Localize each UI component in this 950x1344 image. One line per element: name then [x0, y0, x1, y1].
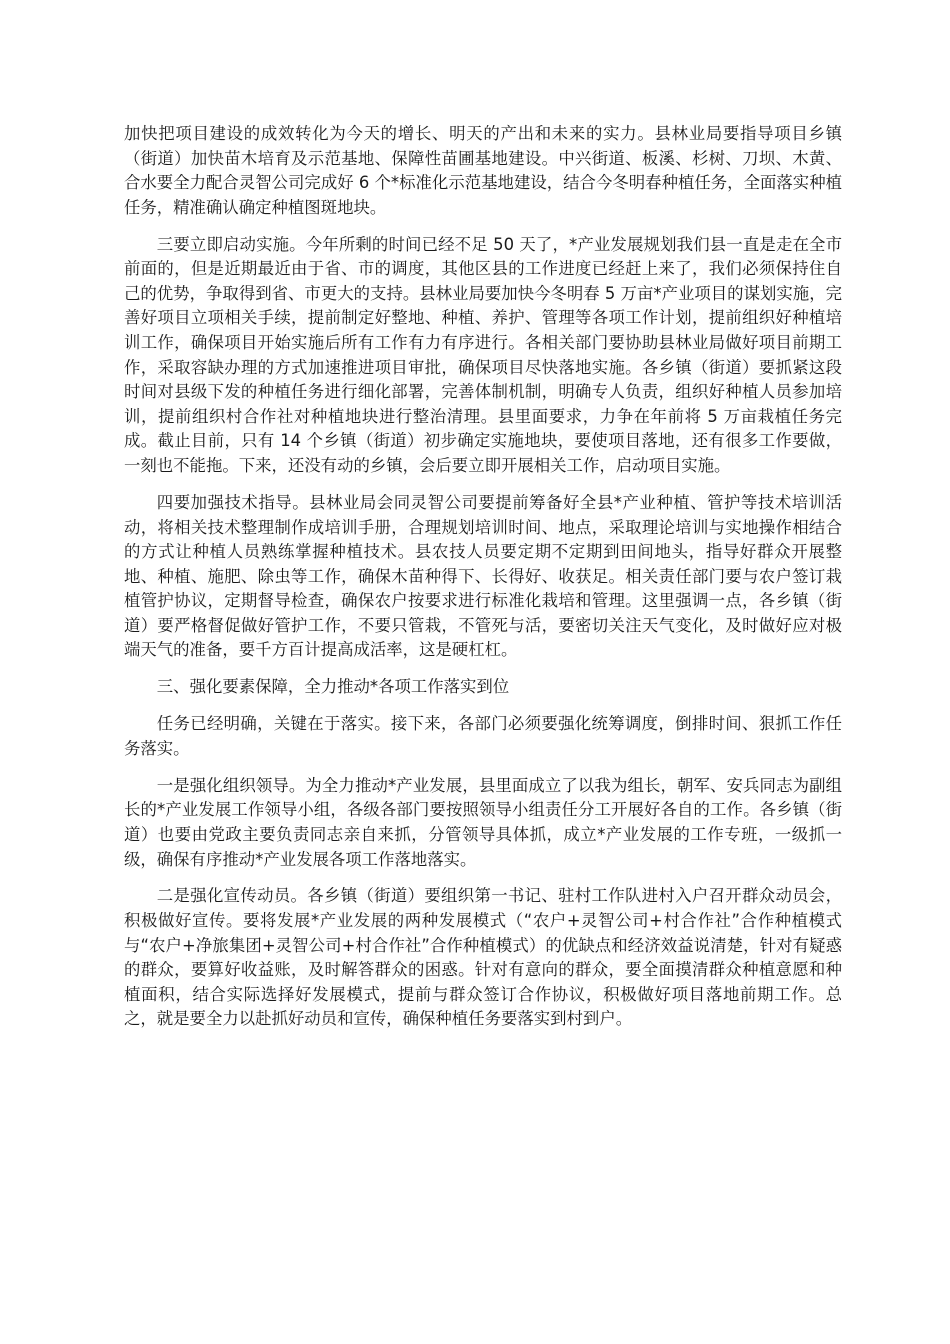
paragraph-start-implementation: 三要立即启动实施。今年所剩的时间已经不足 50 天了，*产业发展规划我们县一直是走在全市前面的，但是近期最近由于省、市的调度，其他区县的工作进度已经赶上来了，我们必须保持住自己的优势，争取得到省、市更大的支持。县林业局要加快今冬明春 5 万亩*产业项目的谋划实施，完善好项目立项相关手续，提前制定好整地、种植、养护、管理等各项工作计划，提前组织好种植培训工作，确保项目开始实施后所有工作有力有序进行。各相关部门要协助县林业局做好项目前期工作，采取容缺办理的方式加速推进项目审批，确保项目尽快落地实施。各乡镇（街道）要抓紧这段时间对县级下发的种植任务进行细化部署，完善体制机制，明确专人负责，组织好种植人员参加培训，提前组织村合作社对种植地块进行整治清理。县里面要求，力争在年前将 5 万亩栽植任务完成。截止目前，只有 14 个乡镇（街道）初步确定实施地块，要使项目落地，还有很多工作要做，一刻也不能拖。下来，还没有动的乡镇，会后要立即开展相关工作，启动项目实施。 [124, 234, 842, 476]
document-page [124, 122, 842, 1044]
paragraph-publicity-mobilization: 二是强化宣传动员。各乡镇（街道）要组织第一书记、驻村工作队进村入户召开群众动员会，积极做好宣传。要将发展*产业发展的两种发展模式（“农户+灵智公司+村合作社”合作种植模式与“农户+净旅集团+灵智公司+村合作社”合作种植模式）的优缺点和经济效益说清楚，针对有疑惑的群众，要算好收益账，及时解答群众的困惑。针对有意向的群众，要全面摸清群众种植意愿和种植面积，结合实际选择好发展模式，提前与群众签订合作协议，积极做好项目落地前期工作。总之，就是要全力以赴抓好动员和宣传，确保种植任务要落实到村到户。 [124, 886, 842, 1029]
paragraph-continuation: 加快把项目建设的成效转化为今天的增长、明天的产出和未来的实力。县林业局要指导项目乡镇（街道）加快苗木培育及示范基地、保障性苗圃基地建设。中兴街道、板溪、杉树、刀坝、木黄、合水要全力配合灵智公司完成好 6 个*标准化示范基地建设，结合今冬明春种植任务，全面落实种植任务，精准确认确定种植图斑地块。 [124, 124, 842, 217]
paragraph-technical-guidance: 四要加强技术指导。县林业局会同灵智公司要提前筹备好全县*产业种植、管护等技术培训活动，将相关技术整理制作成培训手册，合理规划培训时间、地点，采取理论培训与实地操作相结合的方式让种植人员熟练掌握种植技术。县农技人员要定期不定期到田间地头，指导好群众开展整地、种植、施肥、除虫等工作，确保木苗种得下、长得好、收获足。相关责任部门要与农户签订栽植管护协议，定期督导检查，确保农户按要求进行标准化栽培和管理。这里强调一点，各乡镇（街道）要严格督促做好管护工作，不要只管栽，不管死与活，要密切关注天气变化，及时做好应对极端天气的准备，要千方百计提高成活率，这是硬杠杠。 [124, 492, 842, 660]
paragraph-task-clear: 任务已经明确，关键在于落实。接下来，各部门必须要强化统筹调度，倒排时间、狠抓工作任务落实。 [124, 714, 842, 758]
section-heading-factor-guarantee: 三、强化要素保障，全力推动*各项工作落实到位 [156, 677, 510, 697]
paragraph-organization-leadership: 一是强化组织领导。为全力推动*产业发展，县里面成立了以我为组长，朝军、安兵同志为副组长的*产业发展工作领导小组，各级各部门要按照领导小组责任分工开展好各自的工作。各乡镇（街道）也要由党政主要负责同志亲自来抓，分管领导具体抓，成立*产业发展的工作专班，一级抓一级，确保有序推动*产业发展各项工作落地落实。 [124, 775, 842, 869]
